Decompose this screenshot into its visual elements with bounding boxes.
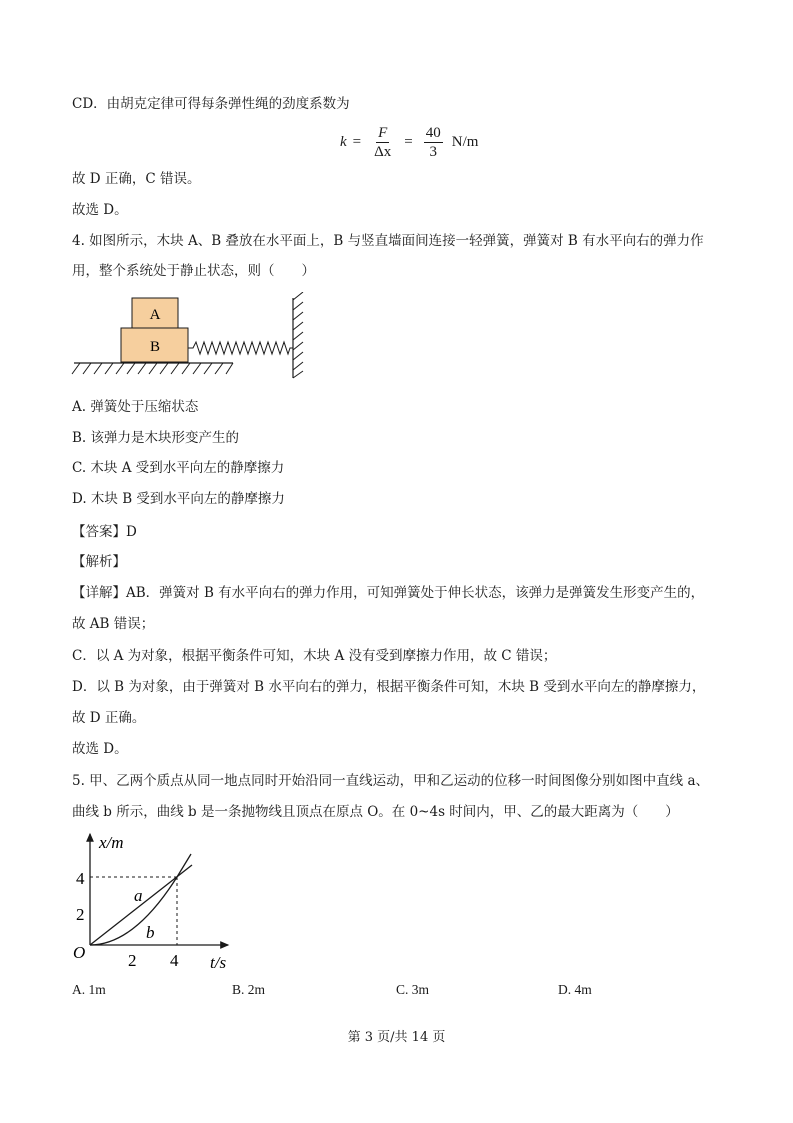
q5-option-b: B. 2m [232, 982, 266, 997]
text-d-correct: 故 D 正确，C 错误。 [72, 171, 201, 187]
question-4-line-1: 4. 如图所示，木块 A、B 叠放在水平面上，B 与竖直墙面间连接一轻弹簧，弹簧对 B 有水平向右的弹力作 [72, 233, 704, 249]
fraction-f-over-dx [372, 124, 393, 161]
q4-option-b: B. 该弹力是木块形变产生的 [72, 430, 240, 446]
block-a-label: A [149, 307, 161, 323]
q5-option-a: A. 1m [72, 982, 106, 997]
fraction-numerator-f: F [378, 124, 388, 141]
x-tick-2: 2 [128, 951, 137, 970]
blocks-spring-figure [70, 292, 330, 382]
q5-option-c: C. 3m [396, 982, 430, 997]
detail-line-2: 故 AB 错误； [72, 616, 155, 632]
block-b-label: B [149, 339, 161, 355]
question-5-line-2: 曲线 b 所示，曲线 b 是一条抛物线且顶点在原点 O。在 0~4s 时间内，甲、乙的最大距离为（ ） [72, 804, 679, 820]
xt-graph-figure [70, 828, 240, 973]
y-tick-4: 4 [76, 869, 85, 888]
detail-line-1: 【详解】AB．弹簧对 B 有水平向右的弹力作用，可知弹簧处于伸长状态，该弹力是弹簧发生形变产生的， [72, 585, 705, 601]
q5-option-d: D. 4m [558, 982, 592, 997]
delta-x: Δx [374, 143, 392, 160]
answer-line: 【答案】D [72, 524, 137, 540]
spring [188, 342, 293, 354]
fraction-numerator-40: 40 [425, 124, 441, 141]
formula-equals-2: = [404, 133, 413, 150]
text-cd-hooke: CD．由胡克定律可得每条弹性绳的劲度系数为 [72, 96, 350, 112]
formula-equals-1: = [352, 133, 362, 150]
curve-b-label: b [146, 923, 155, 942]
detail-line-3: C．以 A 为对象，根据平衡条件可知，木块 A 没有受到摩擦力作用，故 C 错误； [72, 648, 557, 664]
origin-label: O [73, 943, 86, 962]
x-tick-4: 4 [170, 951, 179, 970]
fraction-denominator-dx [372, 143, 393, 161]
detail-line-6: 故选 D。 [72, 741, 128, 757]
y-tick-2: 2 [76, 905, 85, 924]
page-footer: 第 3 页/共 14 页 [347, 1030, 446, 1045]
q4-option-c: C. 木块 A 受到水平向左的静摩擦力 [72, 460, 285, 476]
question-5-line-1: 5. 甲、乙两个质点从同一地点同时开始沿同一直线运动，甲和乙运动的位移一时间图像分别如图中直线 a、 [72, 773, 710, 789]
q4-option-d: D. 木块 B 受到水平向左的静摩擦力 [72, 491, 285, 507]
wall-hatching [293, 292, 303, 378]
analysis-heading: 【解析】 [72, 554, 126, 570]
x-axis-label: t/s [210, 953, 227, 972]
q4-option-a: A. 弹簧处于压缩状态 [72, 399, 199, 415]
ground-hatching [72, 363, 233, 374]
y-axis-label: x/m [99, 833, 124, 852]
question-4-line-2: 用，整个系统处于静止状态，则（ ） [72, 263, 315, 279]
detail-line-4: D．以 B 为对象，由于弹簧对 B 水平向右的弹力，根据平衡条件可知，木块 B 受到水平向左的静摩擦力， [72, 679, 706, 695]
hooke-formula [340, 118, 478, 166]
fraction-40-over-3 [424, 124, 443, 161]
fraction-denominator-3: 3 [429, 143, 438, 160]
formula-k: k [340, 133, 347, 150]
text-choose-d: 故选 D。 [72, 202, 128, 218]
detail-line-5: 故 D 正确。 [72, 710, 146, 726]
line-a-label: a [134, 886, 143, 905]
formula-unit: N/m [451, 133, 479, 150]
